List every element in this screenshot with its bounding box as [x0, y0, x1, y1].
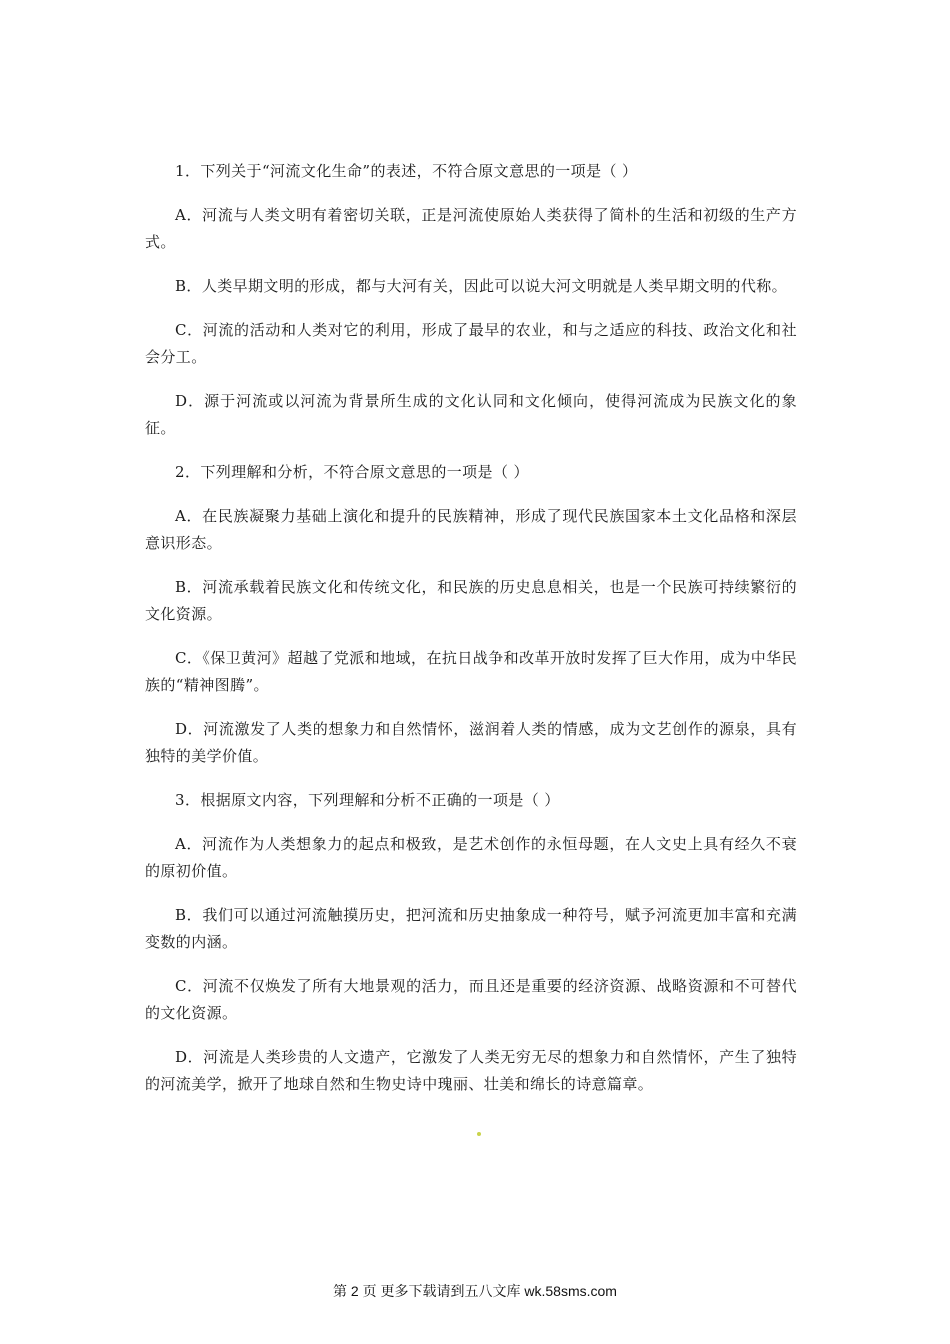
document-body: [145, 158, 797, 1115]
option-c: C．《保卫黄河》超越了党派和地域，在抗日战争和改革开放时发挥了巨大作用，成为中华民族的“精神图腾”。: [145, 649, 797, 694]
option-c: C．河流不仅焕发了所有大地景观的活力，而且还是重要的经济资源、战略资源和不可替代的文化资源。: [145, 977, 797, 1022]
option-d: D．河流激发了人类的想象力和自然情怀，滋润着人类的情感，成为文艺创作的源泉，具有独特的美学价值。: [145, 720, 797, 765]
option-b: B．人类早期文明的形成，都与大河有关，因此可以说大河文明就是人类早期文明的代称。: [175, 277, 788, 295]
option-a: A．河流与人类文明有着密切关联，正是河流使原始人类获得了简朴的生活和初级的生产方式。: [145, 206, 797, 251]
question-stem: 3．根据原文内容，下列理解和分析不正确的一项是（ ）: [175, 791, 560, 809]
option-d: D．源于河流或以河流为背景所生成的文化认同和文化倾向，使得河流成为民族文化的象征。: [145, 392, 797, 437]
option-d: D．河流是人类珍贵的人文遗产，它激发了人类无穷无尽的想象力和自然情怀，产生了独特的河流美学，掀开了地球自然和生物史诗中瑰丽、壮美和绵长的诗意篇章。: [145, 1048, 797, 1093]
option-b: B．我们可以通过河流触摸历史，把河流和历史抽象成一种符号，赋予河流更加丰富和充满变数的内涵。: [145, 906, 797, 951]
question-3: [145, 787, 797, 1098]
page-footer: 第 2 页 更多下载请到五八文库 wk.58sms.com: [333, 1283, 617, 1299]
question-stem: 1．下列关于“河流文化生命”的表述，不符合原文意思的一项是（ ）: [175, 162, 638, 180]
question-2: [145, 459, 797, 770]
question-stem: 2．下列理解和分析，不符合原文意思的一项是（ ）: [175, 463, 529, 481]
option-a: A．在民族凝聚力基础上演化和提升的民族精神，形成了现代民族国家本土文化品格和深层意识形态。: [145, 507, 797, 552]
option-a: A．河流作为人类想象力的起点和极致，是艺术创作的永恒母题，在人文史上具有经久不衰的原初价值。: [145, 835, 797, 880]
question-1: [145, 158, 797, 442]
option-b: B．河流承载着民族文化和传统文化，和民族的历史息息相关，也是一个民族可持续繁衍的文化资源。: [145, 578, 797, 623]
stray-mark: [477, 1132, 481, 1136]
option-c: C．河流的活动和人类对它的利用，形成了最早的农业，和与之适应的科技、政治文化和社会分工。: [145, 321, 797, 366]
